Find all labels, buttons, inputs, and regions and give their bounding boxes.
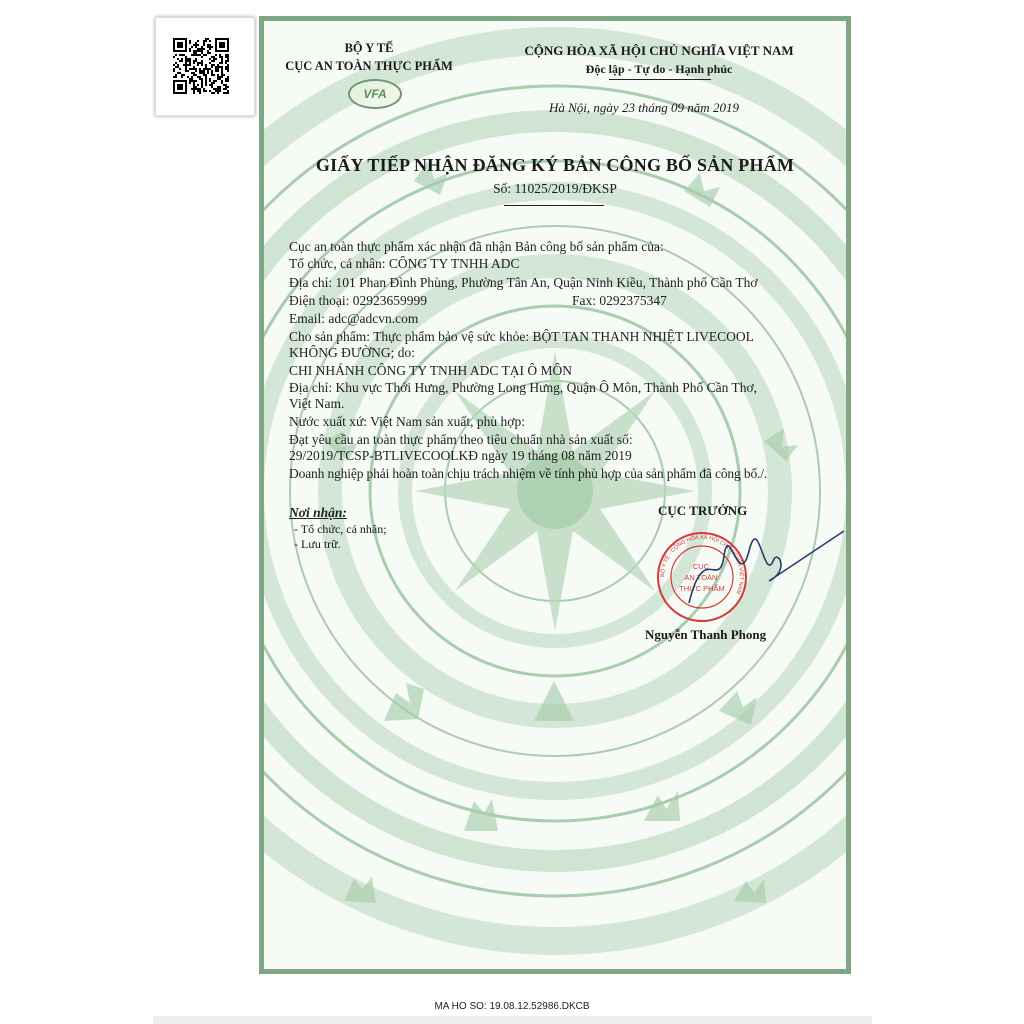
document-title: GIẤY TIẾP NHẬN ĐĂNG KÝ BẢN CÔNG BỐ SẢN PHẨM [315, 155, 795, 175]
product-line-1: Cho sản phẩm: Thực phẩm bảo vệ sức khỏe: BỘT TAN THANH NHIỆT LIVECOOL [289, 329, 754, 344]
intro-text: Cục an toàn thực phẩm xác nhận đã nhận Bản công bố sản phẩm của: [289, 239, 664, 254]
recipient-item: - Lưu trữ. [294, 537, 341, 551]
phone: Điện thoại: 02923659999 [289, 293, 427, 308]
motto: Độc lập - Tự do - Hạnh phúc [585, 62, 733, 76]
agency-name: CỤC AN TOÀN THỰC PHẨM [285, 59, 453, 73]
organization: Tổ chức, cá nhân: CÔNG TY TNHH ADC [289, 256, 520, 271]
product-line-2: KHÔNG ĐƯỜNG; do: [289, 345, 415, 360]
vfa-logo: VFA [348, 79, 402, 109]
svg-text:BỘ Y TẾ · CỘNG HÒA XÃ HỘI CHỦ: BỘ Y TẾ · CỘNG HÒA XÃ HỘI CHỦ NGHĨA VIỆT NAM [659, 534, 745, 595]
issue-date: Hà Nội, ngày 23 tháng 09 năm 2019 [549, 100, 739, 115]
signer-title: CỤC TRƯỞNG [658, 503, 748, 518]
document-number: Số: 11025/2019/ĐKSP [493, 181, 617, 196]
organization-address: Địa chỉ: 101 Phan Đình Phùng, Phường Tân An, Quận Ninh Kiều, Thành phố Cần Thơ [289, 275, 758, 290]
responsibility-statement: Doanh nghiệp phải hoàn toàn chịu trách nhiệm về tính phù hợp của sản phẩm đã công bố./. [289, 466, 768, 481]
signer-name: Nguyễn Thanh Phong [645, 627, 767, 642]
qr-code [173, 38, 229, 94]
branch-address-line-1: Địa chỉ: Khu vực Thới Hưng, Phường Long Hưng, Quận Ô Môn, Thành Phố Cần Thơ, [289, 380, 758, 395]
fax: Fax: 0292375347 [572, 293, 667, 308]
origin: Nước xuất xứ: Việt Nam sản xuất, phù hợp: [289, 414, 525, 429]
svg-text:CỤC AN TOÀN THỰC P: CỤC AN TOÀN THỰC PHẨM [679, 562, 725, 593]
title-underline [504, 205, 604, 206]
email: Email: adc@adcvn.com [289, 311, 419, 326]
official-stamp [649, 521, 849, 641]
branch-address-line-2: Việt Nam. [289, 396, 345, 411]
bottom-bar [153, 1016, 872, 1024]
requirement-line-1: Đạt yêu cầu an toàn thực phẩm theo tiêu chuẩn nhà sản xuất số: [289, 432, 633, 447]
requirement-line-2: 29/2019/TCSP-BTLIVECOOLKĐ ngày 19 tháng 08 năm 2019 [289, 448, 632, 463]
qr-code-card [155, 17, 255, 116]
branch-name: CHI NHÁNH CÔNG TY TNHH ADC TẠI Ô MÔN [289, 363, 573, 378]
country-name: CỘNG HÒA XÃ HỘI CHỦ NGHĨA VIỆT NAM [524, 43, 794, 58]
file-code: MA HO SO: 19.08.12.52986.DKCB [434, 1001, 590, 1012]
motto-underline [609, 79, 711, 80]
recipient-item: - Tổ chức, cá nhân; [294, 522, 387, 536]
certificate [259, 16, 851, 974]
recipients-heading: Nơi nhận: [289, 505, 347, 520]
ministry-name: BỘ Y TẾ [344, 41, 394, 55]
